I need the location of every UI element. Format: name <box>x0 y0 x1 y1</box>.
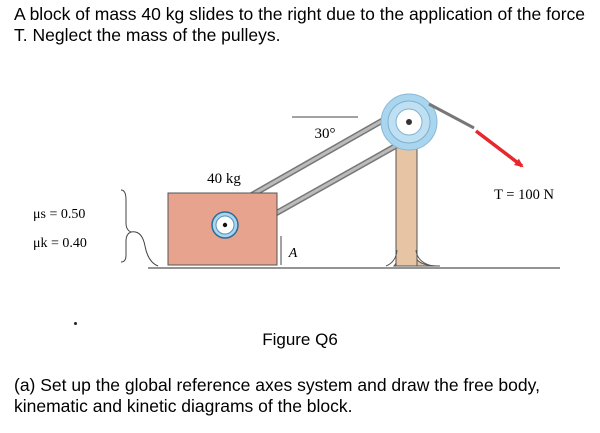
force-label: T = 100 N <box>494 187 554 203</box>
post-column <box>396 140 417 266</box>
question-text: A block of mass 40 kg slides to the right due to the application of the force T. Neglect the mass of the pulleys. <box>14 4 586 45</box>
point-a-label: A <box>288 246 298 261</box>
angle-label: 30° <box>314 126 336 142</box>
kinetic-friction-label: μk = 0.40 <box>33 236 87 251</box>
top-pulley <box>381 94 437 150</box>
figure-caption: Figure Q6 <box>262 330 338 349</box>
mass-label: 40 kg <box>207 171 241 187</box>
friction-brace <box>121 190 131 262</box>
block-pulley <box>212 212 238 238</box>
force-arrow <box>476 131 522 166</box>
sub-question-text: (a) Set up the global reference axes system and draw the free body, kinematic and kinetic diagrams of the block. <box>14 375 540 416</box>
ground-hook <box>131 232 158 266</box>
stray-dot <box>74 322 77 325</box>
static-friction-label: μs = 0.50 <box>33 207 86 222</box>
